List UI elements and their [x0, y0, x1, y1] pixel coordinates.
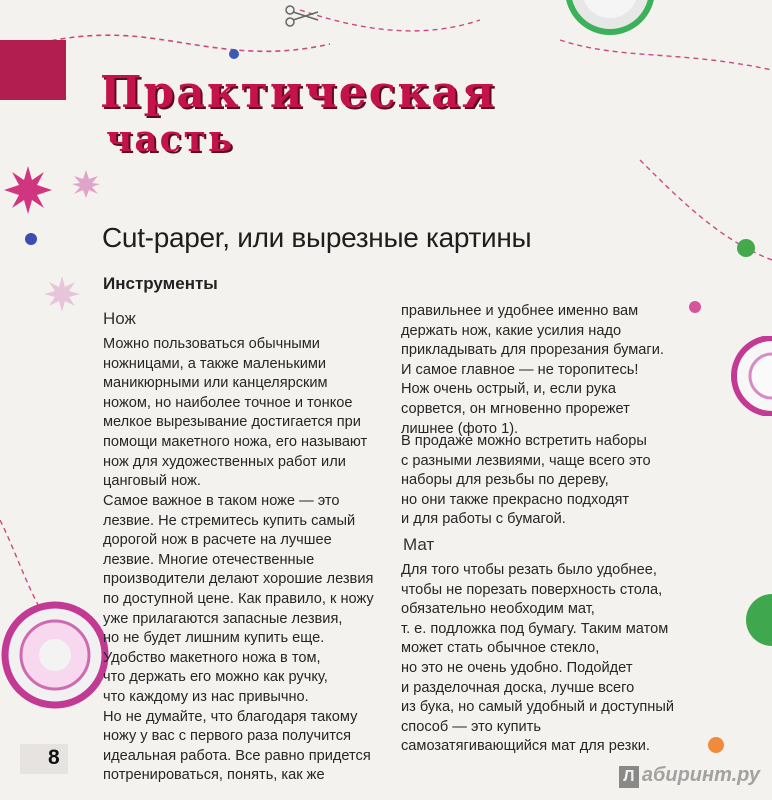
chapter-title — [100, 67, 497, 162]
dot-blue — [228, 48, 240, 60]
knife-paragraph-1: Можно пользоваться обычными ножницами, а также маленькими маникюрными или канцелярским ножом, но наиболее точное и тонкое мелкое вырезывание достигается при помощи макетного ножа, его называют нож для художественных работ или цанговый нож. — [103, 336, 368, 490]
decorative-ring-right — [728, 336, 772, 416]
knife-paragraph-3: правильнее и удобнее именно вам держать нож, какие усилия надо прикладывать для прорезания бумаги. И самое главное — не торопитесь! Нож очень острый, и, если рука сорвется, он мгновенно прорежет лишнее (фото 1). — [401, 303, 664, 437]
knife-paragraph-4: В продаже можно встретить наборы с разными лезвиями, чаще всего это наборы для резьбы по дереву, но они также прекрасно подходят и для работы с бумагой. — [401, 433, 651, 528]
watermark-logo-letter: Л — [619, 766, 639, 788]
page-number: 8 — [48, 746, 60, 769]
watermark — [619, 764, 760, 788]
watermark-text: абиринт.ру — [641, 764, 760, 786]
subsection-title: Инструменты — [103, 274, 218, 293]
knife-heading: Нож — [103, 309, 136, 328]
decorative-bar — [0, 40, 66, 100]
decorative-circle-green — [728, 590, 772, 650]
starburst-small — [72, 170, 100, 198]
dot-green — [736, 238, 756, 258]
decorative-ring-top — [560, 0, 660, 36]
mat-heading: Мат — [403, 535, 435, 554]
knife-paragraph-2: Самое важное в таком ноже — это лезвие. Не стремитесь купить самый дорогой нож в расчете на лучшее лезвие. Многие отечественные производители делают хорошие лезвия по доступной цене. Как правило, к ножу уже прилагаются запасные лезвия, но не будет лишним купить еще. Удобство макетного ножа в том, что держать его можно как ручку, что каждому из нас привычно. Но не думайте, что благодаря такому ножу у вас с первого раза получится идеальная работа. Все равно придется потренироваться, понять, как же — [103, 493, 374, 784]
dot-orange — [707, 736, 725, 754]
chapter-title-line1: Практическая — [100, 67, 497, 118]
chapter-title-line2: часть — [106, 118, 235, 160]
dot-blue-left — [24, 232, 38, 246]
section-title: Cut-paper, или вырезные картины — [102, 222, 532, 253]
starburst-pale — [44, 276, 80, 312]
decorative-ring-left — [0, 600, 110, 710]
scissors-icon-top — [284, 4, 322, 28]
mat-paragraph: Для того чтобы резать было удобнее, чтобы не порезать поверхность стола, обязательно необходим мат, т. е. подложка под бумагу. Таким матом может стать обычное стекло, но это не очень удобно. Подойдет и разделочная доска, лучше всего из бука, но самый удобный и доступный способ — это купить самозатягивающийся мат для резки. — [401, 562, 674, 755]
starburst-pink — [4, 166, 52, 214]
page-number-box — [20, 744, 68, 774]
